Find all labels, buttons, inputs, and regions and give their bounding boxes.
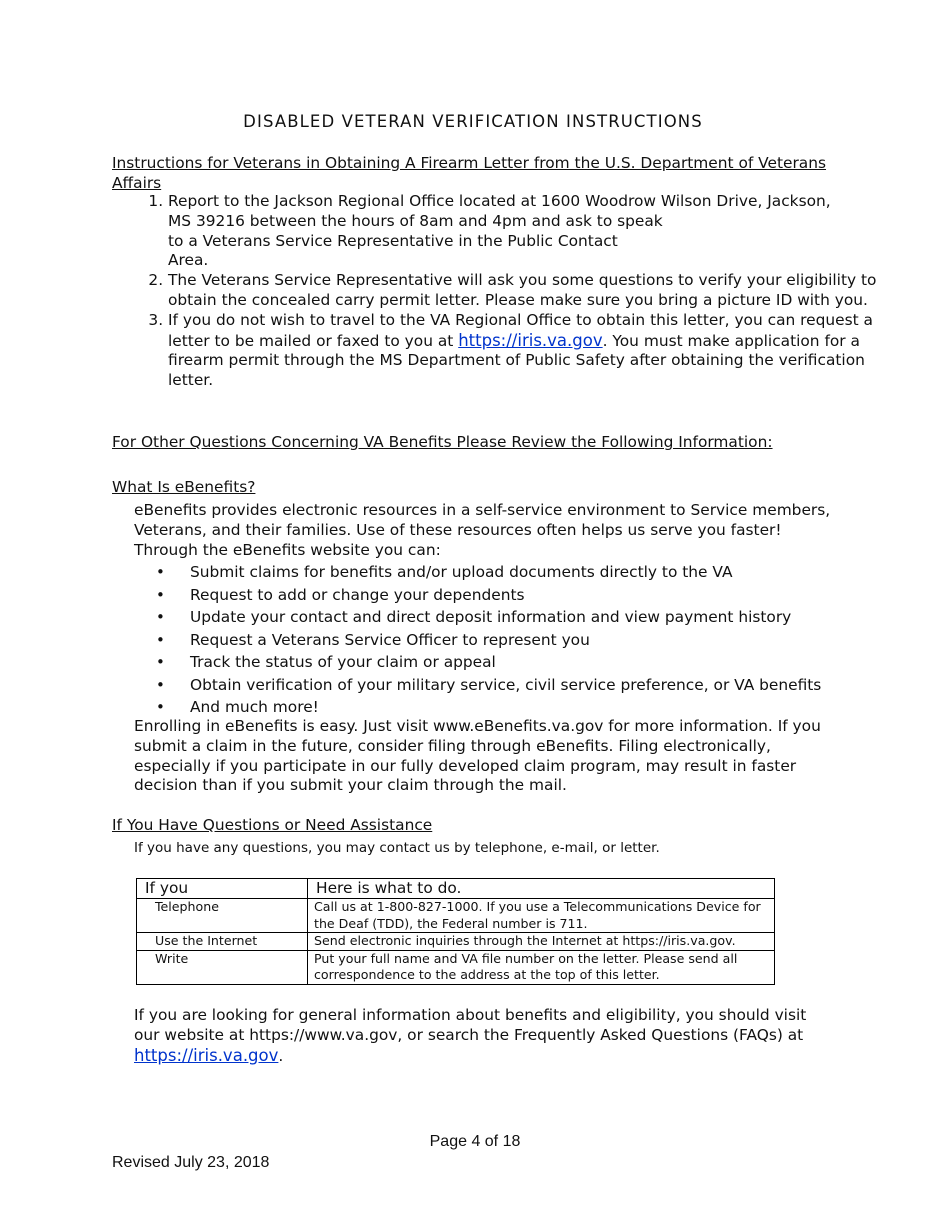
step-2-text: The Veterans Service Representative will ask you some questions to verify your eligibility to obtain the concealed carry permit letter. Please make sure you bring a picture ID with you. [168,271,877,309]
bullet-item [156,584,870,607]
other-questions-heading: For Other Questions Concerning VA Benefits Please Review the Following Information: [112,433,773,451]
general-info-end: . [278,1046,284,1065]
ebenefits-intro: eBenefits provides electronic resources in a self-service environment to Service members, Veterans, and their families. Use of these resources often helps us serve you faster! Through the eBenefits website you can: [134,501,831,559]
iris-faq-link[interactable]: https://iris.va.gov [134,1045,279,1065]
firearm-steps-list [112,192,898,391]
bullet-item [156,651,870,674]
row-label: Telephone [155,899,219,914]
row-label: Use the Internet [155,933,258,948]
iris-link[interactable]: https://iris.va.gov [458,330,603,350]
row-label: Write [155,950,189,966]
page-title: DISABLED VETERAN VERIFICATION INSTRUCTIONS [243,112,703,131]
step-item [168,311,898,391]
table-row [137,950,775,984]
table-row [137,933,775,951]
firearm-section-heading: Instructions for Veterans in Obtaining A Firearm Letter from the U.S. Department of Veterans Affairs [112,154,827,192]
bullet-text: Update your contact and direct deposit information and view payment history [190,608,792,626]
bullet-text: Request to add or change your dependents [190,585,525,604]
table-row [137,899,775,933]
step-3-text: If you do not wish to travel to the VA Regional Office to obtain this letter, you can request a letter to be mailed or faxed to you at [168,310,873,350]
table-cell: Put your full name and VA file number on the letter. Please send all correspondence to the address at the top of this letter. [308,950,775,984]
step-1-line-4: Area. [168,251,209,270]
table-cell: Call us at 1-800-827-1000. If you use a Telecommunications Device for the Deaf (TDD), the Federal number is 711. [308,899,775,933]
bullet-icon: • [156,630,165,649]
bullet-item [156,674,870,697]
bullet-text: Submit claims for benefits and/or upload documents directly to the VA [190,563,733,581]
general-info-text: If you are looking for general information about benefits and eligibility, you should visit our website at https://www.va.gov, or search the Frequently Asked Questions (FAQs) at [134,1006,807,1044]
bullet-text: Obtain verification of your military service, civil service preference, or VA benefits [190,675,822,694]
bullet-item [156,696,870,719]
table-cell [137,950,308,984]
bullet-item [156,606,870,629]
bullet-icon: • [156,585,165,604]
table-header-cell: If you [137,879,308,899]
bullet-icon: • [156,698,165,716]
table-header-cell: Here is what to do. [308,879,775,899]
table-header-row [137,879,775,899]
table-cell: Send electronic inquiries through the Internet at https://iris.va.gov. [308,933,775,951]
bullet-icon: • [156,675,165,694]
page-number: Page 4 of 18 [429,1133,521,1150]
step-item [168,192,898,271]
revised-date: Revised July 23, 2018 [112,1154,270,1171]
contact-table [136,878,775,985]
step-3-text-end: . You must make application for a firearm permit through the MS Department of Public Safety after obtaining the verification letter. [168,331,865,390]
ebenefits-closing: Enrolling in eBenefits is easy. Just visit www.eBenefits.va.gov for more information. If you submit a claim in the future, consider filing through eBenefits. Filing electronically, especially if you participate in our fully developed claim program, may result in faster decision than if you submit your claim through the mail. [134,717,821,795]
bullet-item [156,561,870,584]
bullet-icon: • [156,608,165,626]
bullet-icon: • [156,653,165,671]
bullet-icon: • [156,563,165,581]
assistance-intro: If you have any questions, you may contact us by telephone, e-mail, or letter. [134,840,660,856]
bullet-text: And much more! [190,698,319,716]
assistance-heading: If You Have Questions or Need Assistance [112,816,433,834]
step-1-line-1: Report to the Jackson Regional Office located at 1600 Woodrow Wilson Drive, Jackson, [168,192,831,210]
bullet-text: Track the status of your claim or appeal [190,653,496,671]
table-cell [137,933,308,951]
step-1-line-2: MS 39216 between the hours of 8am and 4pm and ask to speak [168,211,663,230]
bullet-text: Request a Veterans Service Officer to represent you [190,630,590,649]
step-1-line-3: to a Veterans Service Representative in the Public Contact [168,231,618,250]
ebenefits-heading: What Is eBenefits? [112,478,256,496]
ebenefits-bullet-list [134,561,870,719]
table-cell [137,899,308,933]
bullet-item [156,629,870,652]
step-item [168,271,898,311]
general-info-paragraph [134,1006,834,1066]
